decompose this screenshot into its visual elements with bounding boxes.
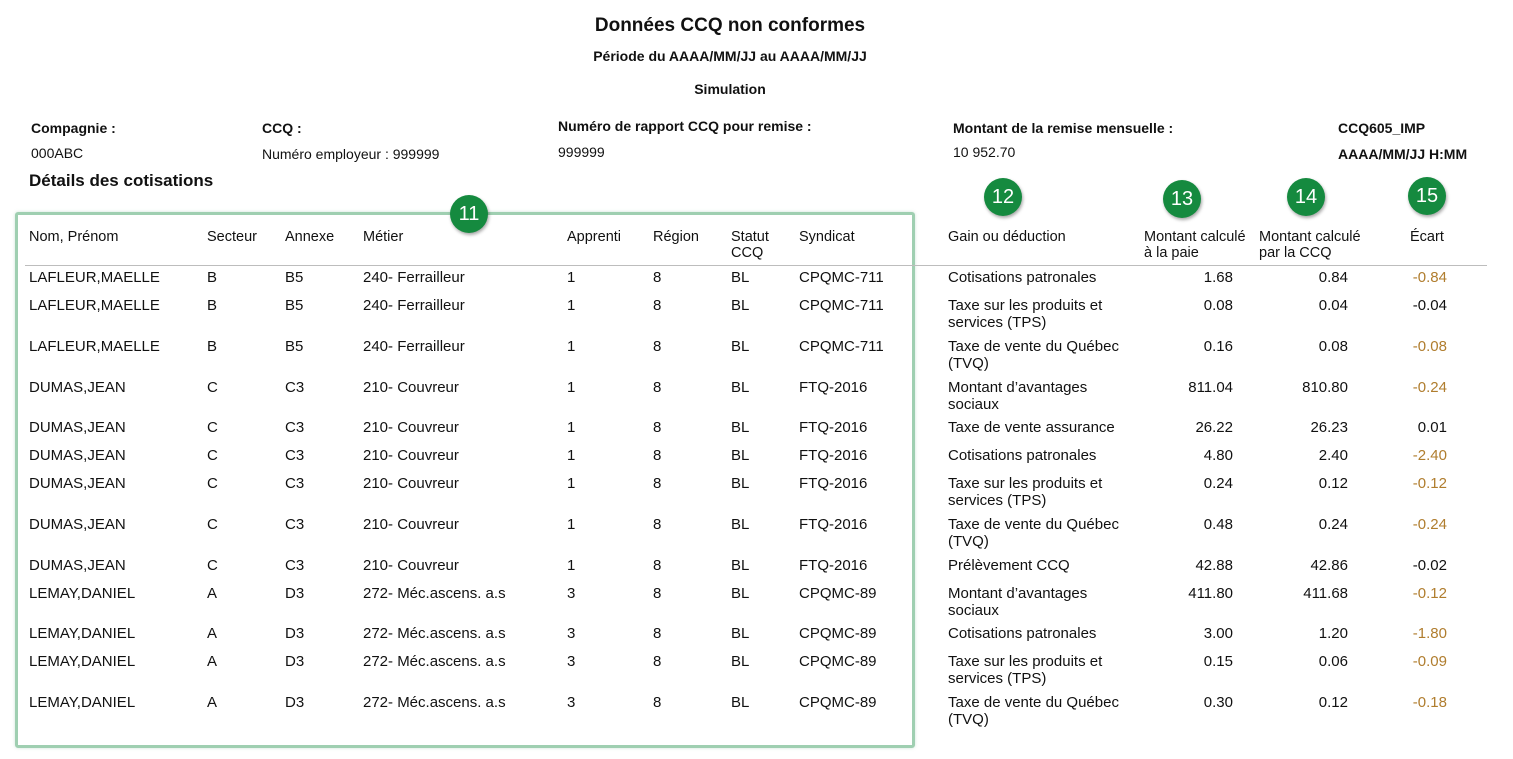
row-name: DUMAS,JEAN — [29, 475, 126, 492]
row-gain-line1: Cotisations patronales — [948, 447, 1097, 464]
row-union: CPQMC-89 — [799, 625, 877, 642]
row-gain-line2: (TVQ) — [948, 355, 989, 372]
row-gain-line1: Taxe sur les produits et — [948, 653, 1103, 670]
row-name: LEMAY,DANIEL — [29, 694, 136, 711]
row-gain-line1: Taxe sur les produits et — [948, 475, 1103, 492]
row-union: CPQMC-711 — [799, 269, 884, 286]
row-union: CPQMC-89 — [799, 585, 877, 602]
row-union: CPQMC-711 — [799, 297, 884, 314]
row-region: 8 — [653, 447, 662, 464]
row-trade: 210- Couvreur — [363, 447, 459, 464]
row-sector: A — [207, 625, 218, 642]
row-union: CPQMC-711 — [799, 338, 884, 355]
row-trade: 240- Ferrailleur — [363, 269, 465, 286]
row-apprentice: 3 — [567, 694, 576, 711]
col-header-region: Région — [653, 229, 699, 245]
row-diff: -0.08 — [1412, 338, 1447, 355]
row-ccq-amount: 0.04 — [1318, 297, 1348, 314]
row-pay-amount: 4.80 — [1203, 447, 1233, 464]
row-apprentice: 1 — [567, 297, 576, 314]
row-gain-line1: Cotisations patronales — [948, 625, 1097, 642]
row-name: LAFLEUR,MAELLE — [29, 338, 160, 355]
report-number-value: 999999 — [558, 144, 605, 160]
row-name: DUMAS,JEAN — [29, 516, 126, 533]
row-status: BL — [731, 475, 750, 492]
row-ccq-amount: 411.68 — [1303, 585, 1348, 602]
row-status: BL — [731, 338, 750, 355]
row-sector: C — [207, 447, 218, 464]
ccq-employer-number: Numéro employeur : 999999 — [262, 146, 440, 162]
row-gain-line2: services (TPS) — [948, 314, 1047, 331]
row-gain-line1: Montant d’avantages — [948, 379, 1088, 396]
row-region: 8 — [653, 653, 662, 670]
row-region: 8 — [653, 379, 662, 396]
row-ccq-amount: 1.20 — [1318, 625, 1348, 642]
row-gain-line2: (TVQ) — [948, 711, 989, 728]
callout-badge-15: 15 — [1408, 177, 1446, 215]
row-union: FTQ-2016 — [799, 447, 868, 464]
col-header-apprentice: Apprenti — [567, 229, 622, 245]
row-ccq-amount: 0.12 — [1318, 694, 1348, 711]
row-diff: -0.24 — [1412, 379, 1447, 396]
row-annex: B5 — [285, 297, 304, 314]
row-pay-amount: 3.00 — [1203, 625, 1233, 642]
row-annex: C3 — [285, 516, 305, 533]
row-diff: -0.02 — [1412, 557, 1447, 574]
row-apprentice: 1 — [567, 379, 576, 396]
row-annex: C3 — [285, 419, 305, 436]
row-name: DUMAS,JEAN — [29, 557, 126, 574]
col-header-trade: Métier — [363, 229, 404, 245]
row-gain-line2: services (TPS) — [948, 670, 1047, 687]
row-gain-line1: Taxe sur les produits et — [948, 297, 1103, 314]
row-annex: B5 — [285, 269, 304, 286]
row-pay-amount: 0.15 — [1203, 653, 1233, 670]
row-name: DUMAS,JEAN — [29, 419, 126, 436]
row-sector: A — [207, 585, 218, 602]
row-gain-line1: Taxe de vente assurance — [948, 419, 1115, 436]
row-trade: 210- Couvreur — [363, 475, 459, 492]
row-sector: C — [207, 379, 218, 396]
row-region: 8 — [653, 694, 662, 711]
row-trade: 272- Méc.ascens. a.s — [363, 625, 506, 642]
row-sector: B — [207, 269, 218, 286]
row-sector: B — [207, 297, 218, 314]
row-pay-amount: 411.80 — [1188, 585, 1233, 602]
row-diff: -0.12 — [1412, 475, 1447, 492]
row-apprentice: 3 — [567, 625, 576, 642]
row-pay-amount: 811.04 — [1188, 379, 1233, 396]
row-diff: -2.40 — [1412, 447, 1447, 464]
row-trade: 272- Méc.ascens. a.s — [363, 653, 506, 670]
col-header-status — [731, 229, 769, 261]
col-header-pay-line2: à la paie — [1144, 245, 1199, 261]
col-header-union: Syndicat — [799, 229, 855, 245]
col-header-diff: Écart — [1410, 229, 1444, 245]
row-annex: C3 — [285, 475, 305, 492]
row-apprentice: 3 — [567, 653, 576, 670]
row-annex: D3 — [285, 585, 305, 602]
report-datetime: AAAA/MM/JJ H:MM — [1338, 146, 1468, 162]
row-sector: A — [207, 694, 218, 711]
row-pay-amount: 0.08 — [1203, 297, 1233, 314]
col-header-ccq-amount — [1259, 229, 1361, 261]
report-period: Période du AAAA/MM/JJ au AAAA/MM/JJ — [593, 48, 867, 64]
row-name: LEMAY,DANIEL — [29, 585, 136, 602]
row-gain-line2: services (TPS) — [948, 492, 1047, 509]
row-gain-line1: Cotisations patronales — [948, 269, 1097, 286]
row-pay-amount: 26.22 — [1195, 419, 1233, 436]
row-pay-amount: 0.48 — [1203, 516, 1233, 533]
row-union: FTQ-2016 — [799, 475, 868, 492]
row-annex: D3 — [285, 653, 305, 670]
row-gain-line1: Taxe de vente du Québec — [948, 694, 1119, 711]
row-union: CPQMC-89 — [799, 694, 877, 711]
row-ccq-amount: 0.24 — [1318, 516, 1348, 533]
row-apprentice: 1 — [567, 269, 576, 286]
company-label: Compagnie : — [31, 120, 116, 136]
row-apprentice: 1 — [567, 475, 576, 492]
row-name: LAFLEUR,MAELLE — [29, 297, 160, 314]
col-header-ccq-line2: par la CCQ — [1259, 245, 1332, 261]
row-pay-amount: 0.16 — [1203, 338, 1233, 355]
row-trade: 272- Méc.ascens. a.s — [363, 585, 506, 602]
row-gain-line2: sociaux — [948, 602, 999, 619]
report-mode: Simulation — [694, 81, 766, 97]
row-sector: B — [207, 338, 218, 355]
row-diff: 0.01 — [1417, 419, 1447, 436]
row-ccq-amount: 26.23 — [1310, 419, 1348, 436]
row-sector: C — [207, 557, 218, 574]
row-status: BL — [731, 379, 750, 396]
row-diff: -0.04 — [1412, 297, 1447, 314]
row-apprentice: 1 — [567, 338, 576, 355]
row-gain-line2: sociaux — [948, 396, 999, 413]
row-status: BL — [731, 557, 750, 574]
row-ccq-amount: 0.08 — [1318, 338, 1348, 355]
row-sector: C — [207, 419, 218, 436]
row-pay-amount: 0.30 — [1203, 694, 1233, 711]
remittance-value: 10 952.70 — [953, 144, 1016, 160]
row-gain-line2: (TVQ) — [948, 533, 989, 550]
row-union: FTQ-2016 — [799, 379, 868, 396]
callout-badge-12: 12 — [984, 178, 1022, 216]
row-status: BL — [731, 516, 750, 533]
row-union: FTQ-2016 — [799, 419, 868, 436]
row-annex: B5 — [285, 338, 304, 355]
row-region: 8 — [653, 625, 662, 642]
row-union: FTQ-2016 — [799, 557, 868, 574]
row-trade: 210- Couvreur — [363, 379, 459, 396]
row-status: BL — [731, 625, 750, 642]
row-apprentice: 1 — [567, 419, 576, 436]
row-region: 8 — [653, 269, 662, 286]
row-name: LEMAY,DANIEL — [29, 653, 136, 670]
report-code: CCQ605_IMP — [1338, 120, 1426, 136]
row-diff: -0.12 — [1412, 585, 1447, 602]
row-ccq-amount: 810.80 — [1302, 379, 1348, 396]
row-diff: -0.24 — [1412, 516, 1447, 533]
row-region: 8 — [653, 475, 662, 492]
row-pay-amount: 1.68 — [1203, 269, 1233, 286]
row-diff: -0.84 — [1412, 269, 1447, 286]
company-value: 000ABC — [31, 145, 84, 161]
row-gain-line1: Taxe de vente du Québec — [948, 338, 1119, 355]
row-union: FTQ-2016 — [799, 516, 868, 533]
col-header-status-line1: Statut — [731, 229, 769, 245]
col-header-name: Nom, Prénom — [29, 229, 119, 245]
row-name: LEMAY,DANIEL — [29, 625, 136, 642]
col-header-annex: Annexe — [285, 229, 335, 245]
row-name: LAFLEUR,MAELLE — [29, 269, 160, 286]
row-trade: 210- Couvreur — [363, 419, 459, 436]
row-region: 8 — [653, 557, 662, 574]
row-annex: C3 — [285, 557, 305, 574]
row-status: BL — [731, 269, 750, 286]
col-header-pay-line1: Montant calculé — [1144, 229, 1246, 245]
row-apprentice: 1 — [567, 447, 576, 464]
report-title: Données CCQ non conformes — [594, 15, 866, 36]
row-annex: D3 — [285, 625, 305, 642]
row-ccq-amount: 0.06 — [1318, 653, 1348, 670]
row-status: BL — [731, 447, 750, 464]
row-status: BL — [731, 419, 750, 436]
col-header-ccq-line1: Montant calculé — [1259, 229, 1361, 245]
row-diff: -1.80 — [1412, 625, 1447, 642]
row-annex: D3 — [285, 694, 305, 711]
row-trade: 240- Ferrailleur — [363, 297, 465, 314]
remittance-label: Montant de la remise mensuelle : — [953, 120, 1174, 136]
row-name: DUMAS,JEAN — [29, 379, 126, 396]
col-header-pay-amount — [1144, 229, 1246, 261]
row-name: DUMAS,JEAN — [29, 447, 126, 464]
row-region: 8 — [653, 585, 662, 602]
row-gain-line1: Prélèvement CCQ — [948, 557, 1070, 574]
row-union: CPQMC-89 — [799, 653, 877, 670]
row-status: BL — [731, 653, 750, 670]
row-status: BL — [731, 585, 750, 602]
row-apprentice: 1 — [567, 557, 576, 574]
row-annex: C3 — [285, 379, 305, 396]
row-region: 8 — [653, 297, 662, 314]
row-ccq-amount: 42.86 — [1310, 557, 1348, 574]
col-header-gain: Gain ou déduction — [948, 229, 1066, 245]
callout-badge-14: 14 — [1287, 178, 1325, 216]
row-status: BL — [731, 694, 750, 711]
row-ccq-amount: 0.84 — [1318, 269, 1348, 286]
row-trade: 240- Ferrailleur — [363, 338, 465, 355]
row-region: 8 — [653, 338, 662, 355]
row-gain-line1: Taxe de vente du Québec — [948, 516, 1119, 533]
section-title: Détails des cotisations — [29, 171, 214, 190]
row-ccq-amount: 2.40 — [1318, 447, 1348, 464]
row-apprentice: 3 — [567, 585, 576, 602]
row-sector: A — [207, 653, 218, 670]
col-header-sector: Secteur — [207, 229, 257, 245]
row-trade: 210- Couvreur — [363, 516, 459, 533]
callout-badge-11: 11 — [450, 195, 488, 233]
row-apprentice: 1 — [567, 516, 576, 533]
row-gain-line1: Montant d’avantages — [948, 585, 1088, 602]
report-number-label: Numéro de rapport CCQ pour remise : — [558, 118, 812, 134]
row-sector: C — [207, 516, 218, 533]
row-sector: C — [207, 475, 218, 492]
row-annex: C3 — [285, 447, 305, 464]
ccq-label: CCQ : — [262, 120, 302, 136]
row-diff: -0.18 — [1412, 694, 1447, 711]
row-trade: 210- Couvreur — [363, 557, 459, 574]
header-divider — [25, 265, 1487, 266]
row-pay-amount: 42.88 — [1195, 557, 1233, 574]
row-ccq-amount: 0.12 — [1318, 475, 1348, 492]
row-pay-amount: 0.24 — [1203, 475, 1233, 492]
col-header-status-line2: CCQ — [731, 245, 764, 261]
row-region: 8 — [653, 419, 662, 436]
callout-badge-13: 13 — [1163, 180, 1201, 218]
row-trade: 272- Méc.ascens. a.s — [363, 694, 506, 711]
row-diff: -0.09 — [1412, 653, 1447, 670]
row-region: 8 — [653, 516, 662, 533]
row-status: BL — [731, 297, 750, 314]
